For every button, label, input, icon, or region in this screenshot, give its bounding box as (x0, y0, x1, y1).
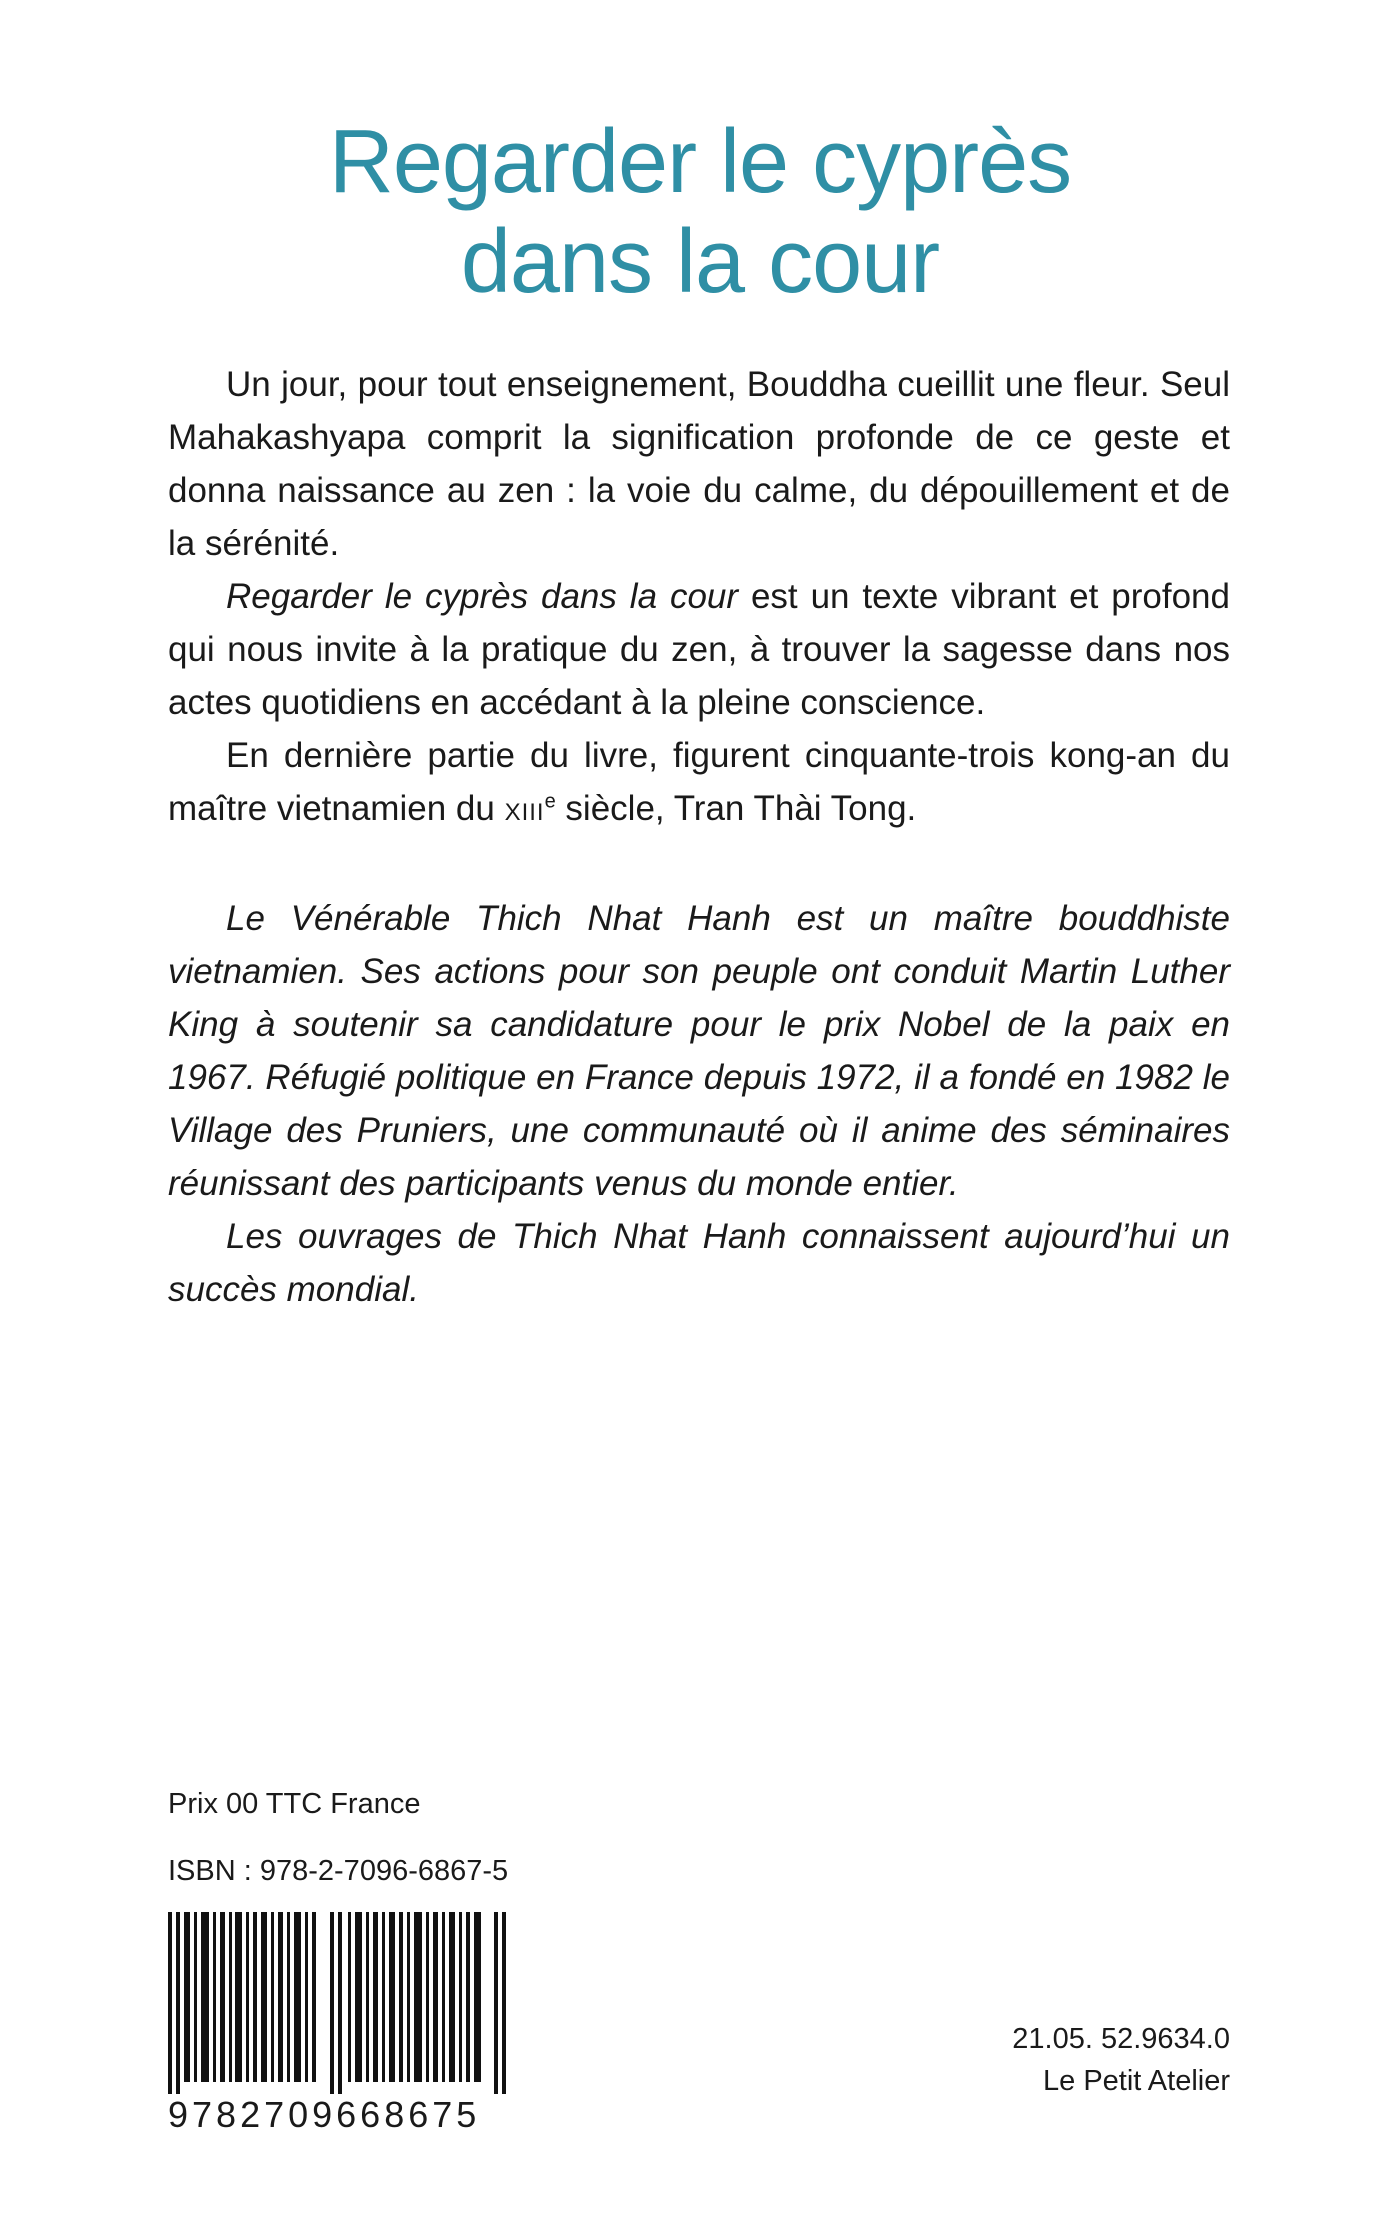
product-code: 21.05. 52.9634.0 (1012, 2023, 1230, 2055)
barcode-bar (312, 1912, 316, 2082)
author-bio (168, 892, 1230, 1210)
barcode-guard-right (494, 1912, 498, 2094)
barcode-bar (213, 1912, 216, 2082)
publisher-name: Le Petit Atelier (1043, 2065, 1230, 2097)
paragraph-1: Un jour, pour tout enseignement, Bouddha cueillit une fleur. Seul Mahakashyapa comprit la signification profonde de ce geste et donna naissance au zen : la voie du calme, du dépouillement et de la sérénité. (168, 365, 1230, 563)
barcode-bar (261, 1912, 267, 2082)
barcode-bar (474, 1912, 481, 2082)
barcode-bar (459, 1912, 462, 2082)
barcode-bar (373, 1912, 378, 2082)
century-suffix: e (544, 790, 556, 813)
barcode-bar (246, 1912, 249, 2082)
barcode-bar (184, 1912, 190, 2082)
spacer (168, 839, 1230, 892)
barcode-guard-left (176, 1912, 180, 2094)
paragraph-2-text: est un texte vibrant et profond qui nous invite à la pratique du zen, à trouver la sagesse dans nos actes quotidiens en accédant à la pleine conscience. (168, 577, 1230, 722)
paragraph-3 (168, 729, 1230, 839)
publisher-block (1012, 2018, 1230, 2102)
title-line-1: Regarder le cyprès (328, 112, 1072, 212)
barcode-bar (229, 1912, 232, 2082)
barcode-bar (271, 1912, 274, 2082)
barcode-bar (194, 1912, 197, 2082)
barcode-bar (253, 1912, 257, 2082)
barcode-bar (220, 1912, 225, 2082)
barcode-bar (442, 1912, 445, 2082)
barcode-bar (305, 1912, 308, 2082)
barcode-guard-center (330, 1912, 334, 2094)
barcode-guard-right (502, 1912, 506, 2094)
barcode-bar (366, 1912, 369, 2082)
barcode-bar (235, 1912, 242, 2082)
barcode-bar (382, 1912, 385, 2082)
paragraph-2-title: Regarder le cyprès dans la cour (226, 577, 739, 616)
barcode-bar (399, 1912, 403, 2082)
barcode-bar (407, 1912, 410, 2082)
title-line-2: dans la cour (460, 212, 940, 312)
barcode-bar (414, 1912, 422, 2082)
barcode-bar (287, 1912, 290, 2082)
barcode-bar (449, 1912, 455, 2082)
barcode-bar (294, 1912, 301, 2082)
barcode-bar (426, 1912, 429, 2082)
paragraph-2 (168, 570, 1230, 729)
paragraph-3-end: siècle, Tran Thài Tong. (555, 789, 917, 828)
barcode-number: 9782709668675 (168, 2094, 481, 2135)
barcode-bar (433, 1912, 438, 2082)
barcode-bar (466, 1912, 470, 2082)
century-numeral: XIII (504, 799, 545, 826)
barcode-bar (355, 1912, 362, 2082)
author-success (168, 1210, 1230, 1316)
author-bio-text: Le Vénérable Thich Nhat Hanh est un maître bouddhiste vietnamien. Ses actions pour son peuple ont conduit Martin Luther King à soutenir sa candidature pour le prix Nobel de la paix en 1967. Réfugié politique en France depuis 1972, il a fondé en 1982 le Village des Pruniers, une communauté où il anime des séminaires réunissant des participants venus du monde entier. (168, 899, 1230, 1203)
barcode-bar (348, 1912, 351, 2082)
author-success-text: Les ouvrages de Thich Nhat Hanh connaissent aujourd’hui un succès mondial. (168, 1217, 1230, 1309)
isbn-label: ISBN : 978-2-7096-6867-5 (168, 1855, 509, 1887)
blurb (168, 358, 1230, 1316)
price-label: Prix 00 TTC France (168, 1788, 421, 1820)
barcode-bar (389, 1912, 395, 2082)
barcode-guard-left (168, 1912, 172, 2094)
barcode-bar (201, 1912, 209, 2082)
paragraph-3-text: En dernière partie du livre, figurent cinquante-trois kong-an du maître vietnamien du (168, 736, 1230, 828)
book-title (0, 112, 1400, 312)
barcode (168, 1912, 508, 2094)
barcode-bar (278, 1912, 283, 2082)
barcode-guard-center (338, 1912, 342, 2094)
